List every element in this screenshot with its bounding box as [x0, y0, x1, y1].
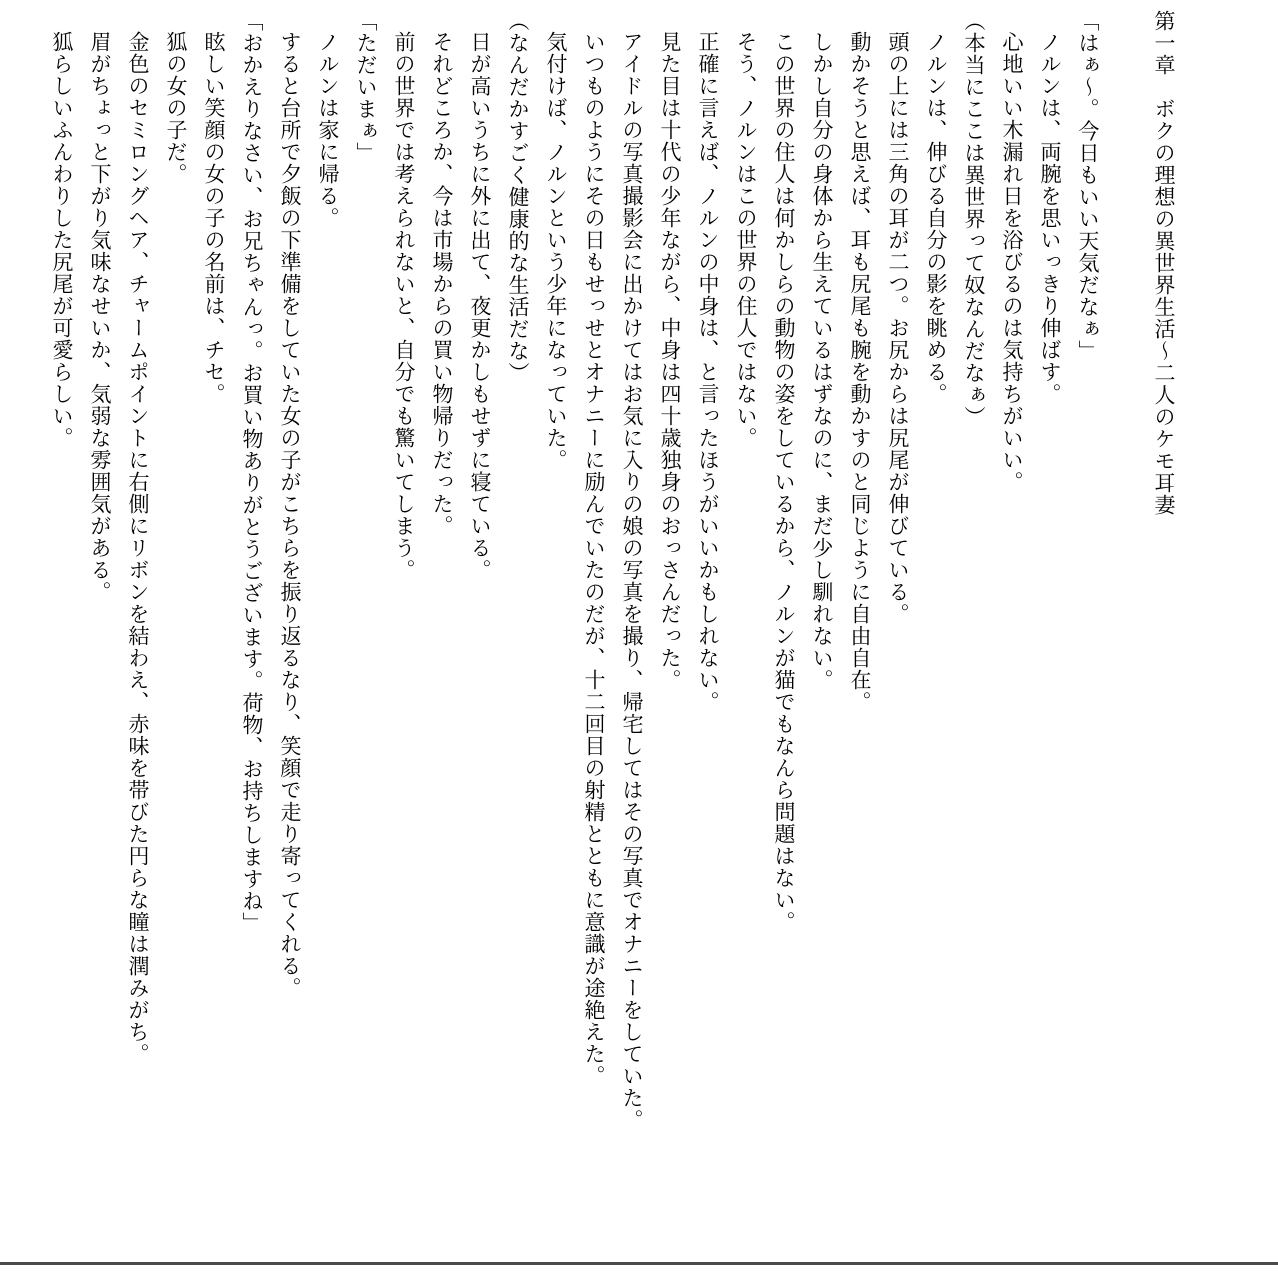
text-line: 「はぁ～。今日もいい天気だなぁ」 — [1076, 10, 1100, 362]
text-line: 「ただいまぁ」 — [354, 10, 378, 164]
text-line: この世界の住人は何かしらの動物の姿をしているから、ノルンが猫でもなんら問題はない。 — [772, 31, 796, 933]
text-line: そう、ノルンはこの世界の住人ではない。 — [734, 31, 758, 449]
text-line: ノルンは、伸びる自分の影を眺める。 — [924, 31, 948, 405]
text-line: 日が高いうちに外に出て、夜更かしもせずに寝ている。 — [468, 31, 492, 581]
text-line: しかし自分の身体から生えているはずなのに、まだ少し馴れない。 — [810, 31, 834, 691]
bottom-divider-line — [0, 1262, 1278, 1265]
text-line: 動かそうと思えば、耳も尻尾も腕を動かすのと同じように自由自在。 — [848, 31, 872, 713]
text-line: 頭の上には三角の耳が二つ。お尻からは尻尾が伸びている。 — [886, 31, 910, 625]
text-line: 眩しい笑顔の女の子の名前は、チセ。 — [202, 31, 226, 405]
text-line: ノルンは家に帰る。 — [316, 31, 340, 229]
text-line: アイドルの写真撮影会に出かけてはお気に入りの娘の写真を撮り、帰宅してはその写真でオナニーをしていた。 — [620, 31, 644, 1131]
text-line: 狐らしいふんわりした尻尾が可愛らしい。 — [50, 31, 74, 449]
chapter-title: 第一章 ボクの理想の異世界生活～二人のケモ耳妻 — [1152, 10, 1176, 516]
text-line: 前の世界では考えられないと、自分でも驚いてしまう。 — [392, 31, 416, 581]
text-line: 心地いい木漏れ日を浴びるのは気持ちがいい。 — [1000, 31, 1024, 493]
text-line: （本当にここは異世界って奴なんだなぁ） — [962, 10, 986, 428]
text-line: ノルンは、両腕を思いっきり伸ばす。 — [1038, 31, 1062, 405]
text-line: 「おかえりなさい、お兄ちゃんっ。お買い物ありがとうございます。荷物、お持ちしますね」 — [240, 10, 264, 934]
text-line: （なんだかすごく健康的な生活だな） — [506, 10, 530, 384]
text-line: すると台所で夕飯の下準備をしていた女の子がこちらを振り返るなり、笑顔で走り寄ってくれる。 — [278, 31, 302, 999]
text-line: 正確に言えば、ノルンの中身は、と言ったほうがいいかもしれない。 — [696, 31, 720, 713]
text-line: 見た目は十代の少年ながら、中身は四十歳独身のおっさんだった。 — [658, 31, 682, 691]
text-line: 気付けば、ノルンという少年になっていた。 — [544, 31, 568, 471]
text-line: それどころか、今は市場からの買い物帰りだった。 — [430, 31, 454, 537]
text-line: 眉がちょっと下がり気味なせいか、気弱な雰囲気がある。 — [88, 31, 112, 603]
text-line: 金色のセミロングヘア、チャームポイントに右側にリボンを結わえ、赤味を帯びた円らな瞳は潤みがち。 — [126, 31, 150, 1065]
text-line: 狐の女の子だ。 — [164, 31, 188, 185]
text-line: いつものようにその日もせっせとオナニーに励んでいたのだが、十二回目の射精とともに意識が途絶えた。 — [582, 31, 606, 1087]
